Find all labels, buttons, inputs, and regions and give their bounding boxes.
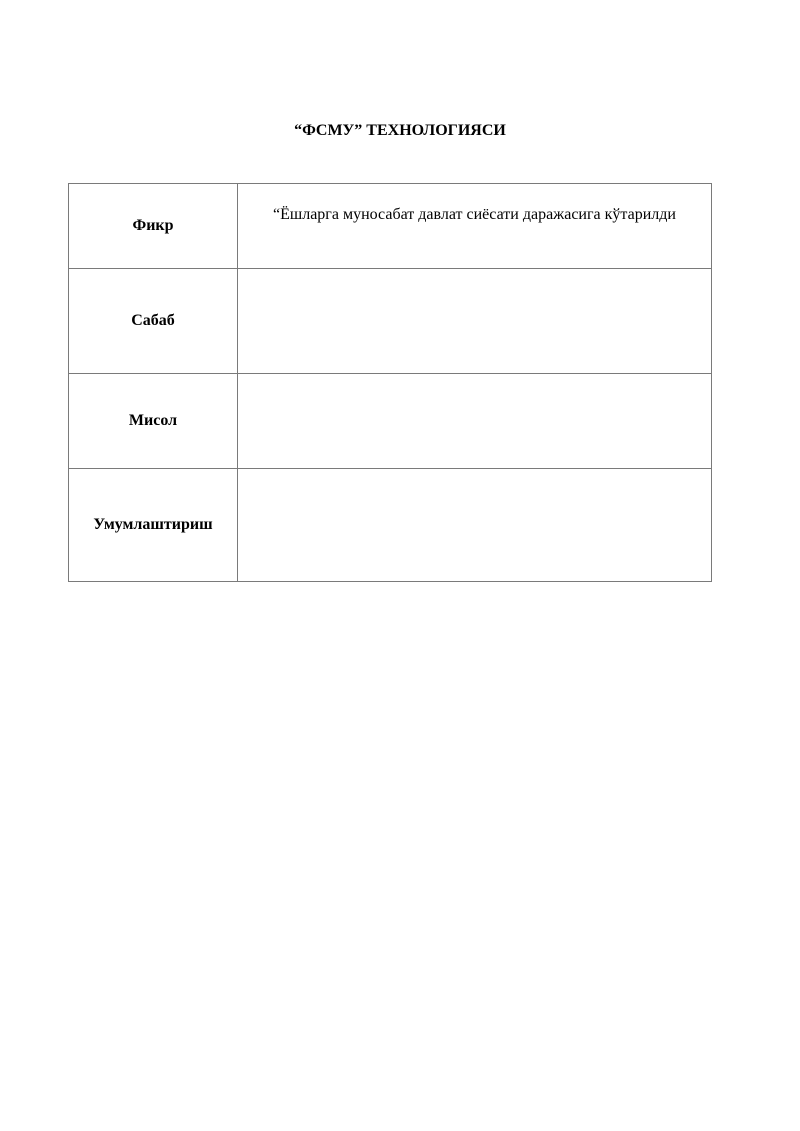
row-content-text-sabab [238, 269, 711, 289]
row-content-misol [238, 374, 712, 469]
row-content-text-umumlashtirish [238, 469, 711, 489]
row-content-text-misol [238, 374, 711, 394]
row-content-sabab [238, 269, 712, 374]
row-label-umumlashtirish: Умумлаштириш [69, 469, 238, 582]
table-row-sabab [69, 269, 712, 374]
row-label-misol: Мисол [69, 374, 238, 469]
row-label-fikr: Фикр [69, 184, 238, 269]
row-label-sabab: Сабаб [69, 269, 238, 374]
table-row-umumlashtirish [69, 469, 712, 582]
fsmu-table [68, 183, 712, 582]
row-content-fikr [238, 184, 712, 269]
table-row-misol [69, 374, 712, 469]
row-content-umumlashtirish [238, 469, 712, 582]
page-title: “ФСМУ” ТЕХНОЛОГИЯСИ [294, 122, 506, 139]
table-row-fikr [69, 184, 712, 269]
row-content-text-fikr: “Ёшларга муносабат давлат сиёсати даражасига кўтарилди [273, 206, 676, 223]
